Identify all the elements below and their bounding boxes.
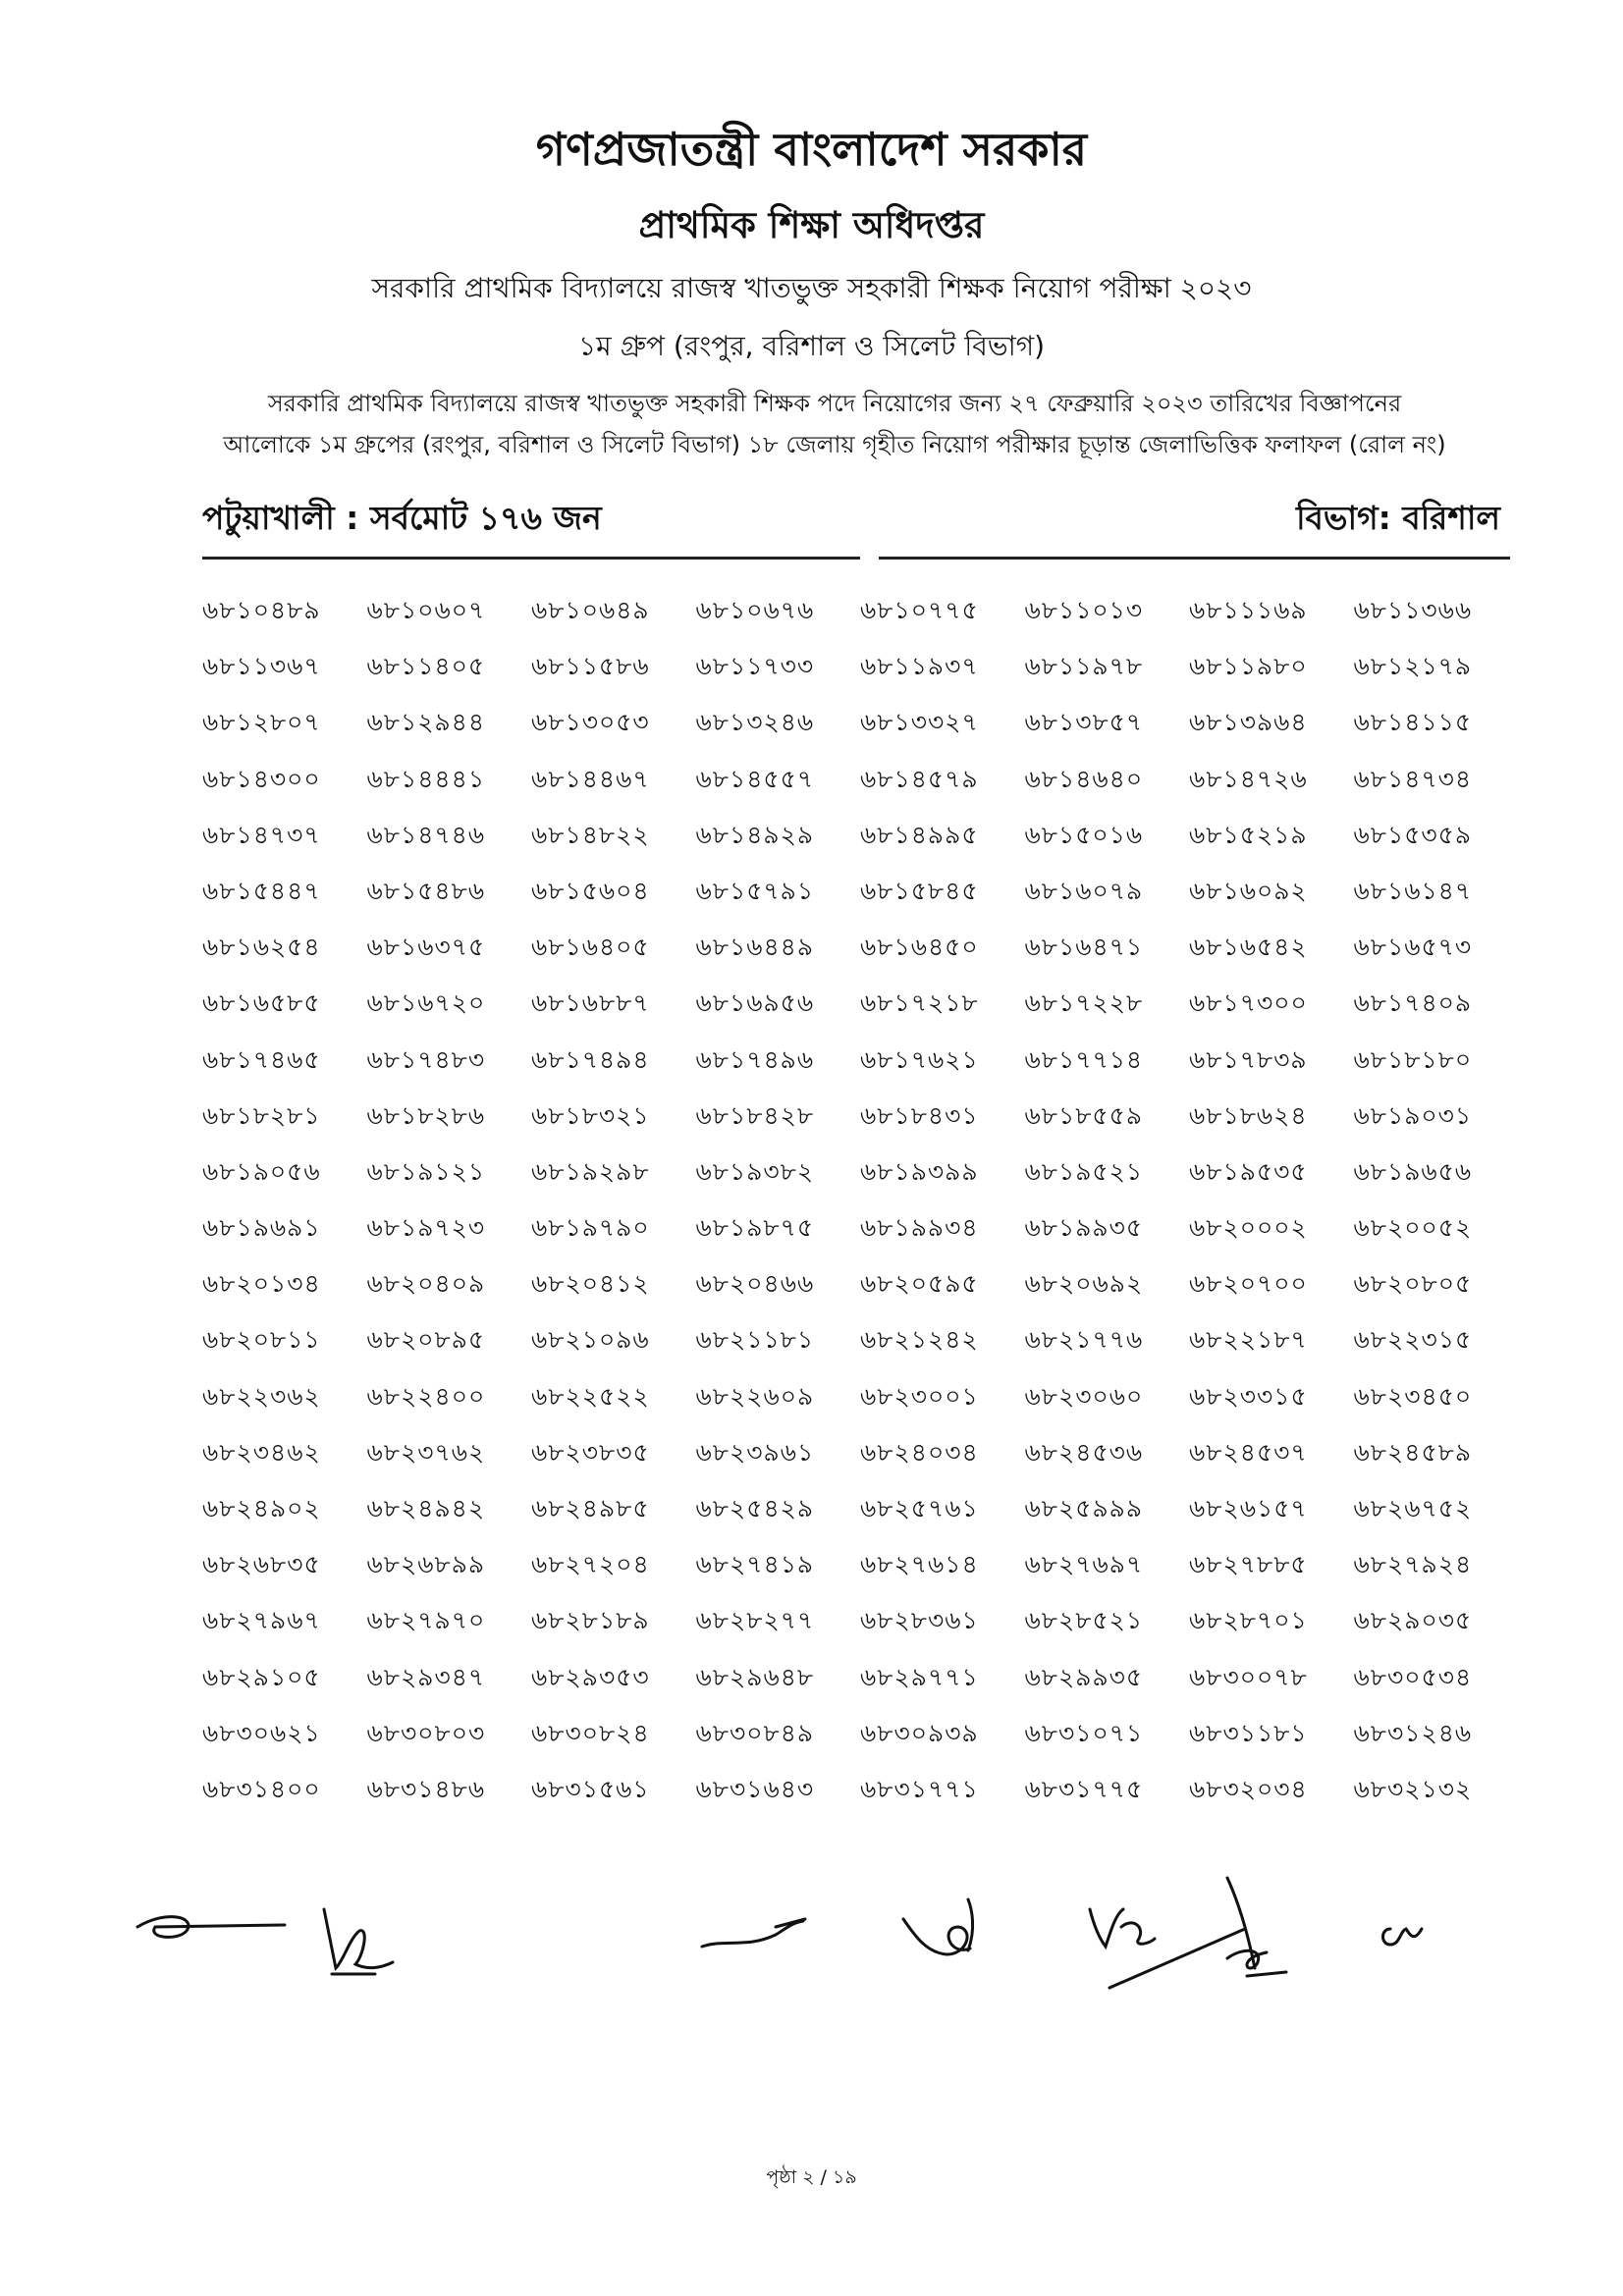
roll-number: ৬৮১৬৯৫৬ [695,988,815,1018]
roll-number: ৬৮১০৭৭৫ [860,596,979,624]
roll-number: ৬৮১৬২৫৪ [202,933,321,962]
roll-number: ৬৮১৯৩৯৯ [860,1156,979,1186]
roll-number: ৬৮৩০৫৩৪ [1353,1662,1473,1691]
roll-number: ৬৮২৪৫৮৯ [1353,1437,1473,1467]
roll-number: ৬৮১৫০১৬ [1024,820,1144,849]
roll-number: ৬৮২০১৩৪ [202,1269,321,1299]
roll-number: ৬৮১৯৯৩৪ [860,1213,979,1243]
roll-number: ৬৮১৭৪৬৫ [202,1044,321,1074]
roll-number: ৬৮১৬৪৭১ [1024,933,1144,962]
roll-number: ৬৮২৩৩১৫ [1189,1381,1308,1411]
roll-number: ৬৮২১০৯৬ [531,1325,650,1355]
roll-number: ৬৮১০৪৮৯ [202,596,321,624]
roll-number: ৬৮১৭২১৮ [860,988,979,1018]
roll-number: ৬৮২১২৪২ [860,1325,979,1355]
roll-number: ৬৮১৭৪৯৪ [531,1044,650,1074]
roll-number: ৬৮৩২১৩২ [1353,1774,1473,1803]
roll-number: ৬৮১৭৭১৪ [1024,1044,1144,1074]
roll-number: ৬৮১৯৭২৩ [366,1213,486,1243]
roll-number: ৬৮৩০৬২১ [202,1718,321,1747]
signatures [128,1870,1502,2007]
roll-number: ৬৮২৭৯৭০ [366,1606,486,1635]
roll-number: ৬৮২০৮৯৫ [366,1325,486,1355]
roll-number: ৬৮১৭৮৩৯ [1189,1044,1308,1074]
roll-number: ৬৮১৩৮৫৭ [1024,708,1144,737]
roll-number: ৬৮১৪১১৫ [1353,708,1473,737]
roll-number: ৬৮১৭৪৯৬ [695,1044,815,1074]
divider-right [879,557,1510,560]
roll-number: ৬৮২৩৭৬২ [366,1437,486,1467]
roll-number: ৬৮১৪৮২২ [531,820,650,849]
roll-number: ৬৮১১৫৮৬ [531,652,650,681]
roll-number: ৬৮১১৯৭৮ [1024,652,1144,681]
roll-number: ৬৮১৪৩০০ [202,764,321,793]
roll-number: ৬৮২০৭০০ [1189,1269,1308,1299]
roll-number: ৬৮১৮৪৩১ [860,1100,979,1130]
roll-number: ৬৮২৮৫২১ [1024,1606,1144,1635]
roll-number: ৬৮২৬১৫৭ [1189,1494,1308,1522]
signature-4 [903,1899,973,1954]
roll-number: ৬৮২০৫৯৫ [860,1269,979,1299]
roll-number: ৬৮২৩৪৫০ [1353,1381,1473,1411]
roll-number: ৬৮২৫৪২৯ [695,1494,815,1522]
roll-number: ৬৮২৭৬৯৭ [1024,1550,1144,1579]
roll-number: ৬৮১৬৫৮৫ [202,988,321,1018]
roll-number: ৬৮২২৫২২ [531,1381,650,1411]
roll-number: ৬৮১৭২২৮ [1024,988,1144,1018]
division-heading: বিভাগ: বরিশাল [1296,499,1500,537]
roll-number: ৬৮২৭৪১৯ [695,1550,815,1579]
roll-number: ৬৮২১১৮১ [695,1325,815,1355]
roll-number: ৬৮৩১১৮১ [1189,1718,1308,1747]
roll-number: ৬৮৩০৮৪৯ [695,1718,815,1747]
roll-number: ৬৮১৫৮৪৫ [860,876,979,905]
roll-number: ৬৮১৪৪৬৭ [531,764,650,793]
roll-number: ৬৮২৪০৩৪ [860,1437,979,1467]
page-number: পৃষ্ঠা ২ / ১৯ [766,2166,857,2188]
roll-number: ৬৮১৯৬৫৬ [1353,1156,1473,1186]
roll-number: ৬৮১৯২৯৮ [531,1156,650,1186]
roll-number: ৬৮১১৯৩৭ [860,652,979,681]
roll-number: ৬৮১৪৫৫৭ [695,764,815,793]
roll-number: ৬৮২৯৩৫৩ [531,1662,650,1691]
roll-number: ৬৮১১০১৩ [1024,596,1144,624]
roll-number: ৬৮১৫৪৮৬ [366,876,486,905]
roll-number: ৬৮১৩৯৬৪ [1189,708,1308,737]
roll-number: ৬৮২২৪০০ [366,1381,486,1411]
roll-number: ৬৮১৮৩২১ [531,1100,650,1130]
roll-number: ৬৮৩০৯৩৯ [860,1718,979,1747]
roll-number: ৬৮২৪৫৩৬ [1024,1437,1144,1467]
roll-number: ৬৮১৯৫২১ [1024,1156,1144,1186]
roll-number: ৬৮২৪৯৪২ [366,1494,486,1522]
roll-number: ৬৮৩১৫৬১ [531,1774,650,1803]
roll-number: ৬৮১৭৩০০ [1189,988,1308,1018]
group-title: ১ম গ্রুপ (রংপুর, বরিশাল ও সিলেট বিভাগ) [577,330,1046,362]
roll-number: ৬৮১৩৩২৭ [860,708,979,737]
signature-6 [1109,1878,1286,1988]
roll-number: ৬৮১১১৬৯ [1189,596,1308,624]
signature-2 [324,1909,393,1974]
roll-number: ৬৮২৪৯৮৫ [531,1494,650,1522]
roll-number: ৬৮১৪৭৪৬ [366,820,486,849]
roll-number: ৬৮১৩০৫৩ [531,708,650,737]
exam-title: সরকারি প্রাথমিক বিদ্যালয়ে রাজস্ব খাতভুক্ত সহকারী শিক্ষক নিয়োগ পরীক্ষা ২০২৩ [371,272,1252,304]
roll-number: ৬৮১৬৪০৫ [531,933,650,962]
roll-number: ৬৮২২৩৬২ [202,1381,321,1411]
roll-number: ৬৮২৮১৮৯ [531,1606,650,1635]
roll-number: ৬৮১৪৭৩৭ [202,820,321,849]
signature-1 [137,1917,285,1938]
roll-number: ৬৮১৫৪৪৭ [202,876,321,905]
roll-number: ৬৮১৮২৮১ [202,1100,321,1130]
roll-number: ৬৮২০৪১২ [531,1269,650,1299]
roll-number: ৬৮৩১৭৭১ [860,1774,979,1803]
roll-number: ৬৮১২৯৪৪ [366,708,486,737]
roll-number: ৬৮২৮৩৬১ [860,1606,979,1635]
roll-number: ৬৮১৮২৮৬ [366,1100,486,1130]
roll-number: ৬৮২৭৮৮৫ [1189,1550,1308,1579]
roll-number: ৬৮১৪৪৪১ [366,764,486,793]
roll-number: ৬৮১৯০৫৬ [202,1156,321,1186]
roll-number: ৬৮২৫৯৯৯ [1024,1494,1144,1522]
divider-left [202,557,860,560]
roll-number: ৬৮২৬৭৫২ [1353,1494,1473,1522]
roll-number: ৬৮২৯১০৫ [202,1662,321,1691]
roll-number: ৬৮২৩৪৬২ [202,1437,321,1467]
roll-number: ৬৮১৫৬০৪ [531,876,650,905]
roll-number: ৬৮১৬৮৮৭ [531,988,650,1018]
roll-number: ৬৮২৮২৭৭ [695,1606,815,1635]
roll-number: ৬৮২৯০৩৫ [1353,1606,1473,1635]
roll-number: ৬৮২১৭৭৬ [1024,1325,1144,1355]
roll-number: ৬৮৩১২৪৬ [1353,1718,1473,1747]
roll-number: ৬৮১৬৩৭৫ [366,933,486,962]
roll-number: ৬৮১৯৭৯০ [531,1213,650,1243]
roll-number: ৬৮২৫৭৬১ [860,1494,979,1522]
roll-number: ৬৮৩১০৭১ [1024,1718,1144,1747]
roll-number: ৬৮১৭৪৮৩ [366,1044,486,1074]
roll-number: ৬৮১০৬৭৬ [695,596,815,624]
government-title: গণপ্রজাতন্ত্রী বাংলাদেশ সরকার [535,123,1088,176]
roll-number: ৬৮১৬৫৭৩ [1353,933,1473,962]
district-heading: পটুয়াখালী : সর্বমোট ১৭৬ জন [202,499,602,537]
roll-number: ৬৮২০৬৯২ [1024,1269,1144,1299]
roll-number: ৬৮২০৪৬৬ [695,1269,815,1299]
roll-number: ৬৮৩০০৭৮ [1189,1662,1308,1691]
roll-number: ৬৮২৭৬১৪ [860,1550,979,1579]
roll-number: ৬৮১৪৬৪০ [1024,764,1144,793]
roll-number: ৬৮১০৬০৭ [366,596,486,624]
roll-number: ৬৮২০০০২ [1189,1213,1308,1243]
roll-number: ৬৮১৫২১৯ [1189,820,1308,849]
roll-number: ৬৮১৬৪৫০ [860,933,979,962]
roll-number: ৬৮১৮৬২৪ [1189,1100,1308,1130]
roll-number: ৬৮১৯১২১ [366,1156,486,1186]
roll-number: ৬৮২৯৯৩৫ [1024,1662,1144,1691]
roll-number: ৬৮১১৭৩৩ [695,652,815,681]
roll-number: ৬৮৩০৮২৪ [531,1718,650,1747]
roll-number: ৬৮১৩২৪৬ [695,708,815,737]
roll-number: ৬৮১৯০৩১ [1353,1100,1473,1130]
roll-number: ৬৮২২৬০৯ [695,1381,815,1411]
roll-number: ৬৮১৪৭২৬ [1189,764,1308,793]
roll-number: ৬৮২৭২০৪ [531,1550,650,1579]
roll-number: ৬৮২৮৭০১ [1189,1606,1308,1635]
roll-number: ৬৮২৭৯২৪ [1353,1550,1473,1579]
roll-number: ৬৮২৯৩৪৭ [366,1662,486,1691]
roll-number: ৬৮২২১৮৭ [1189,1325,1308,1355]
roll-number: ৬৮১৪৯২৯ [695,820,815,849]
roll-number: ৬৮৩১৬৪৩ [695,1774,815,1803]
roll-number: ৬৮১১৯৮০ [1189,652,1308,681]
roll-number: ৬৮১৯৩৮২ [695,1156,815,1186]
roll-number: ৬৮২৪৯০২ [202,1494,321,1522]
roll-number: ৬৮১১৩৬৭ [202,652,321,681]
roll-number: ৬৮১৫৩৫৯ [1353,820,1473,849]
roll-number: ৬৮১৯৫৩৫ [1189,1156,1308,1186]
roll-number: ৬৮১১৩৬৬ [1353,596,1473,624]
roll-number: ৬৮২৪৫৩৭ [1189,1437,1308,1467]
roll-number: ৬৮২৩০০১ [860,1381,979,1411]
roll-number: ৬৮৩১৭৭৫ [1024,1774,1144,1803]
roll-number: ৬৮২৯৬৪৮ [695,1662,815,1691]
roll-number: ৬৮১৮৪২৮ [695,1100,815,1130]
roll-number: ৬৮২৬৮৯৯ [366,1550,486,1579]
roll-number: ৬৮১৬৭২০ [366,988,486,1018]
roll-number: ৬৮২৩৮৩৫ [531,1437,650,1467]
roll-number: ৬৮১৪৭৩৪ [1353,764,1473,793]
roll-number: ৬৮১৪৯৯৫ [860,820,979,849]
roll-number: ৬৮১৬৫৪২ [1189,933,1308,962]
roll-number: ৬৮৩২০৩৪ [1189,1774,1308,1803]
roll-number: ৬৮২০০৫২ [1353,1213,1473,1243]
roll-number: ৬৮৩১৪৮৬ [366,1774,486,1803]
roll-number: ৬৮১৬০৯২ [1189,876,1308,905]
roll-number: ৬৮১৯৬৯১ [202,1213,321,1243]
roll-number: ৬৮১০৬৪৯ [531,596,650,624]
roll-number: ৬৮২২৩১৫ [1353,1325,1473,1355]
roll-number: ৬৮১৬০৭৯ [1024,876,1144,905]
roll-number: ৬৮১২৮০৭ [202,708,321,737]
roll-number: ৬৮২৩০৬০ [1024,1381,1144,1411]
roll-number: ৬৮২০৮০৫ [1353,1269,1473,1299]
roll-number: ৬৮৩১৪০০ [202,1774,321,1803]
roll-number: ৬৮১৬৪৪৯ [695,933,815,962]
roll-number: ৬৮১৪৫৭৯ [860,764,979,793]
notice-line-1: সরকারি প্রাথমিক বিদ্যালয়ে রাজস্ব খাতভুক্ত সহকারী শিক্ষক পদে নিয়োগের জন্য ২৭ ফেব্রুয়ারি ২০২৩ তারিখের বিজ্ঞাপনের [267,390,1402,417]
roll-number: ৬৮২০৪০৯ [366,1269,486,1299]
roll-number: ৬৮১৭৬২১ [860,1044,979,1074]
signature-7 [1383,1929,1423,1945]
roll-number: ৬৮১৫৭৯১ [695,876,815,905]
roll-number: ৬৮১৬১৪৭ [1353,876,1473,905]
notice-line-2: আলোকে ১ম গ্রুপের (রংপুর, বরিশাল ও সিলেট বিভাগ) ১৮ জেলায় গৃহীত নিয়োগ পরীক্ষার চূড়ান্ত জেলাভিত্তিক ফলাফল (রোল নং) [223,431,1446,458]
roll-number: ৬৮২৩৯৬১ [695,1437,815,1467]
signature-5 [1090,1909,1155,1947]
roll-number: ৬৮৩০৮০৩ [366,1718,486,1747]
signature-3 [702,1919,805,1947]
roll-number: ৬৮১৮১৮০ [1353,1044,1473,1074]
roll-number: ৬৮১৮৫৫৯ [1024,1100,1144,1130]
roll-number-grid [202,591,1518,1826]
roll-number: ৬৮২৭৯৬৭ [202,1606,321,1635]
roll-number: ৬৮১১৪০৫ [366,652,486,681]
roll-number: ৬৮২০৮১১ [202,1325,321,1355]
directorate-title: প্রাথমিক শিক্ষা অধিদপ্তর [638,204,985,246]
roll-number: ৬৮১৯৯৩৫ [1024,1213,1144,1243]
roll-number: ৬৮১৭৪০৯ [1353,988,1473,1018]
roll-number: ৬৮১৯৮৭৫ [695,1213,815,1243]
roll-number: ৬৮১২১৭৯ [1353,652,1473,681]
roll-number: ৬৮২৬৮৩৫ [202,1550,321,1579]
roll-number: ৬৮২৯৭৭১ [860,1662,979,1691]
